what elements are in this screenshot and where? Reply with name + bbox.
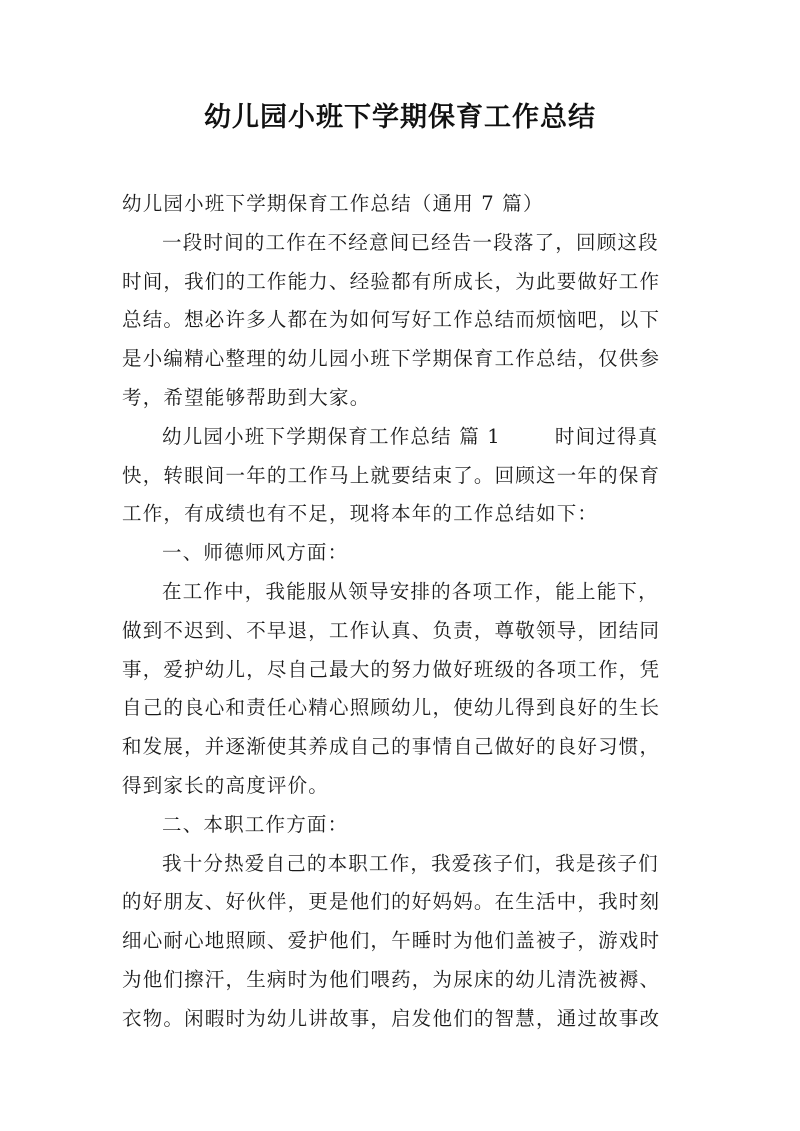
body-line-text: 快，转眼间一年的工作马上就要结束了。回顾这一年的保育 bbox=[122, 463, 661, 487]
body-line-text: 衣物。闲暇时为幼儿讲故事，启发他们的智慧，通过故事改 bbox=[122, 1006, 661, 1030]
body-line bbox=[122, 301, 684, 340]
body-line-text: 的好朋友、好伙伴，更是他们的好妈妈。在生活中，我时刻 bbox=[122, 890, 661, 914]
body-line-text: 事，爱护幼儿，尽自己最大的努力做好班级的各项工作，凭 bbox=[122, 657, 661, 681]
body-line bbox=[122, 612, 684, 651]
body-line bbox=[122, 961, 684, 1000]
body-line bbox=[122, 689, 684, 728]
body-line-text: 总结。想必许多人都在为如何写好工作总结而烦恼吧，以下 bbox=[122, 308, 661, 332]
body-line-text: 和发展，并逐渐使其养成自己的事情自己做好的良好习惯， bbox=[122, 735, 661, 759]
body-line bbox=[122, 379, 684, 418]
body-line bbox=[122, 1000, 684, 1039]
body-line-text: 考，希望能够帮助到大家。 bbox=[122, 385, 371, 409]
body-line bbox=[122, 845, 684, 884]
body-line-tail-text: 时间过得真 bbox=[554, 424, 659, 448]
body-line bbox=[122, 263, 684, 302]
body-line bbox=[122, 224, 684, 263]
body-line-text: 我十分热爱自己的本职工作，我爱孩子们，我是孩子们 bbox=[162, 851, 659, 875]
body-line-text: 幼儿园小班下学期保育工作总结（通用 7 篇） bbox=[122, 192, 544, 215]
body-line bbox=[122, 418, 684, 457]
body-line-text: 时间，我们的工作能力、经验都有所成长，为此要做好工作 bbox=[122, 269, 661, 293]
body-line-text: 二、本职工作方面： bbox=[162, 812, 349, 836]
body-line bbox=[122, 767, 684, 806]
body-line bbox=[122, 883, 684, 922]
body-line bbox=[122, 534, 684, 573]
body-line bbox=[122, 806, 684, 845]
body-line bbox=[122, 922, 684, 961]
body-line-text: 一、师德师风方面： bbox=[162, 541, 349, 565]
body-line-text: 是小编精心整理的幼儿园小班下学期保育工作总结，仅供参 bbox=[122, 347, 661, 371]
body-line-text: 在工作中，我能服从领导安排的各项工作，能上能下， bbox=[162, 579, 659, 603]
document-title: 幼儿园小班下学期保育工作总结 bbox=[204, 102, 596, 133]
body-line bbox=[122, 651, 684, 690]
document-body bbox=[122, 185, 684, 1039]
body-line-text: 工作，有成绩也有不足，现将本年的工作总结如下： bbox=[122, 502, 599, 526]
body-line bbox=[122, 457, 684, 496]
body-line-text: 做到不迟到、不早退，工作认真、负责，尊敬领导，团结同 bbox=[122, 618, 661, 642]
body-line-text: 为他们擦汗，生病时为他们喂药，为尿床的幼儿清洗被褥、 bbox=[122, 967, 661, 991]
body-line bbox=[122, 185, 684, 224]
body-line bbox=[122, 340, 684, 379]
body-line bbox=[122, 573, 684, 612]
body-line-text: 幼儿园小班下学期保育工作总结 篇 1 bbox=[162, 424, 501, 448]
body-line-text: 细心耐心地照顾、爱护他们，午睡时为他们盖被子，游戏时 bbox=[122, 929, 661, 953]
body-line bbox=[122, 495, 684, 534]
body-line bbox=[122, 728, 684, 767]
body-line-text: 得到家长的高度评价。 bbox=[122, 773, 330, 797]
body-line-text: 自己的良心和责任心精心照顾幼儿，使幼儿得到良好的生长 bbox=[122, 696, 661, 720]
body-line-text: 一段时间的工作在不经意间已经告一段落了，回顾这段 bbox=[162, 230, 659, 254]
